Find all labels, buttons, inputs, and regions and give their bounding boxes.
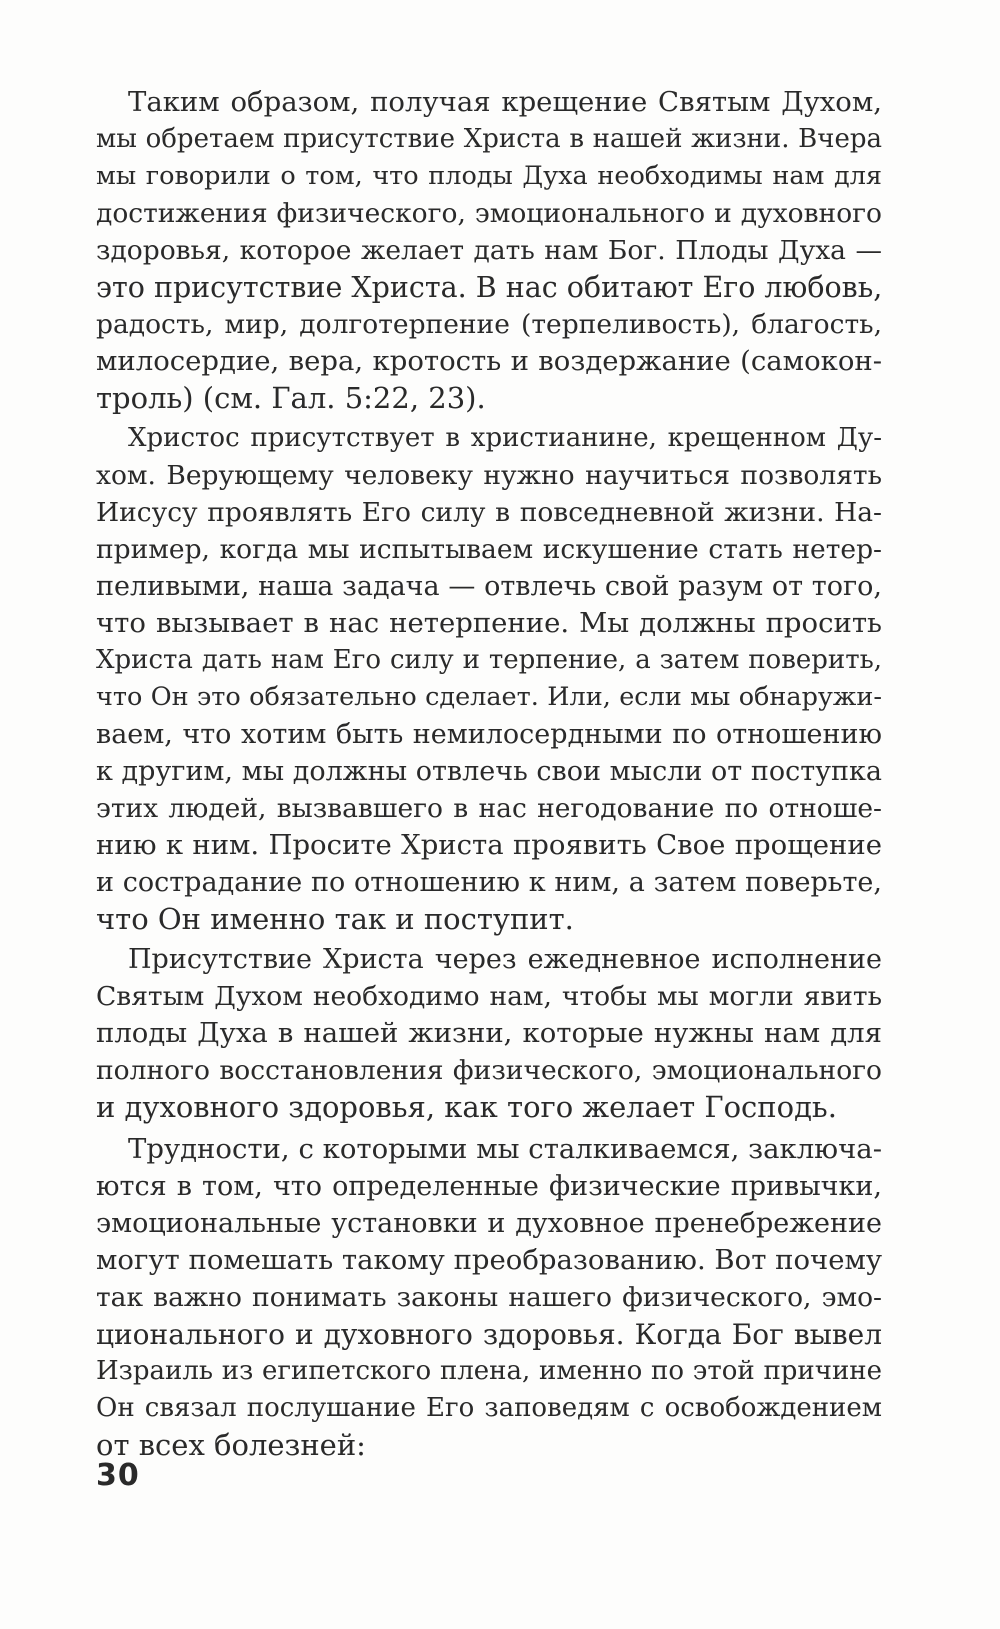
text-line: так важно понимать законы нашего физического, эмо-: [96, 1282, 882, 1313]
text-line: что Он именно так и поступит.: [96, 902, 574, 936]
text-line: ются в том, что определенные физические привычки,: [96, 1171, 882, 1202]
body-text: [96, 84, 882, 1464]
text-line: милосердие, вера, кротость и воздержание (самокон-: [96, 345, 882, 377]
text-line: Он связал послушание Его заповедям с освобождением: [96, 1393, 882, 1423]
paragraph-4: [96, 1131, 882, 1464]
text-line: Трудности, с которыми мы сталкиваемся, заключа-: [128, 1133, 882, 1165]
text-line: Таким образом, получая крещение Святым Духом,: [128, 86, 882, 118]
text-line: что вызывает в нас нетерпение. Мы должны просить: [96, 607, 882, 639]
text-line: от всех болезней:: [96, 1428, 366, 1462]
text-line: плоды Духа в нашей жизни, которые нужны нам для: [96, 1017, 882, 1049]
text-line: хом. Верующему человеку нужно научиться позволять: [96, 460, 882, 491]
text-line: полного восстановления физического, эмоционального: [96, 1055, 882, 1086]
text-line: Святым Духом необходимо нам, чтобы мы могли явить: [96, 981, 882, 1012]
text-line: Присутствие Христа через ежедневное исполнение: [128, 944, 882, 975]
text-line: достижения физического, эмоционального и духовного: [96, 198, 882, 229]
page-number: 30: [96, 1458, 140, 1493]
text-line: мы говорили о том, что плоды Духа необходимы нам для: [96, 161, 882, 191]
paragraph-2: [96, 420, 882, 938]
text-line: мы обретаем присутствие Христа в нашей жизни. Вчера: [96, 124, 882, 154]
text-line: ваем, что хотим быть немилосердными по отношению: [96, 719, 882, 750]
text-line: Иисусу проявлять Его силу в повседневной жизни. На-: [96, 497, 882, 528]
text-line: к другим, мы должны отвлечь свои мысли от поступка: [96, 756, 882, 787]
text-line: этих людей, вызвавшего в нас негодование по отноше-: [96, 793, 882, 824]
text-line: пример, когда мы испытываем искушение стать нетер-: [96, 534, 882, 565]
text-line: эмоциональные установки и духовное пренебрежение: [96, 1208, 882, 1239]
text-line: Христа дать нам Его силу и терпение, а затем поверить,: [96, 645, 882, 675]
text-line: и духовного здоровья, как того желает Господь.: [96, 1090, 837, 1124]
text-line: что Он это обязательно сделает. Или, если мы обнаружи-: [96, 682, 882, 712]
paragraph-1: [96, 84, 882, 417]
paragraph-3: [96, 941, 882, 1126]
text-line: могут помешать такому преобразованию. Вот почему: [96, 1244, 883, 1276]
text-line: Израиль из египетского плена, именно по этой причине: [96, 1356, 882, 1386]
text-line: радость, мир, долготерпение (терпеливость), благость,: [96, 309, 882, 340]
text-line: Христос присутствует в христианине, крещенном Ду-: [128, 423, 882, 453]
text-line: нию к ним. Просите Христа проявить Свое прощение: [96, 829, 882, 861]
text-line: пеливыми, наша задача — отвлечь свой разум от того,: [96, 571, 882, 602]
text-line: здоровья, которое желает дать нам Бог. Плоды Духа —: [96, 235, 882, 266]
text-line: ционального и духовного здоровья. Когда Бог вывел: [96, 1318, 882, 1351]
text-line: троль) (см. Гал. 5:22, 23).: [96, 381, 486, 415]
text-line: это присутствие Христа. В нас обитают Его любовь,: [96, 271, 883, 304]
text-line: и сострадание по отношению к ним, а затем поверьте,: [96, 867, 882, 898]
